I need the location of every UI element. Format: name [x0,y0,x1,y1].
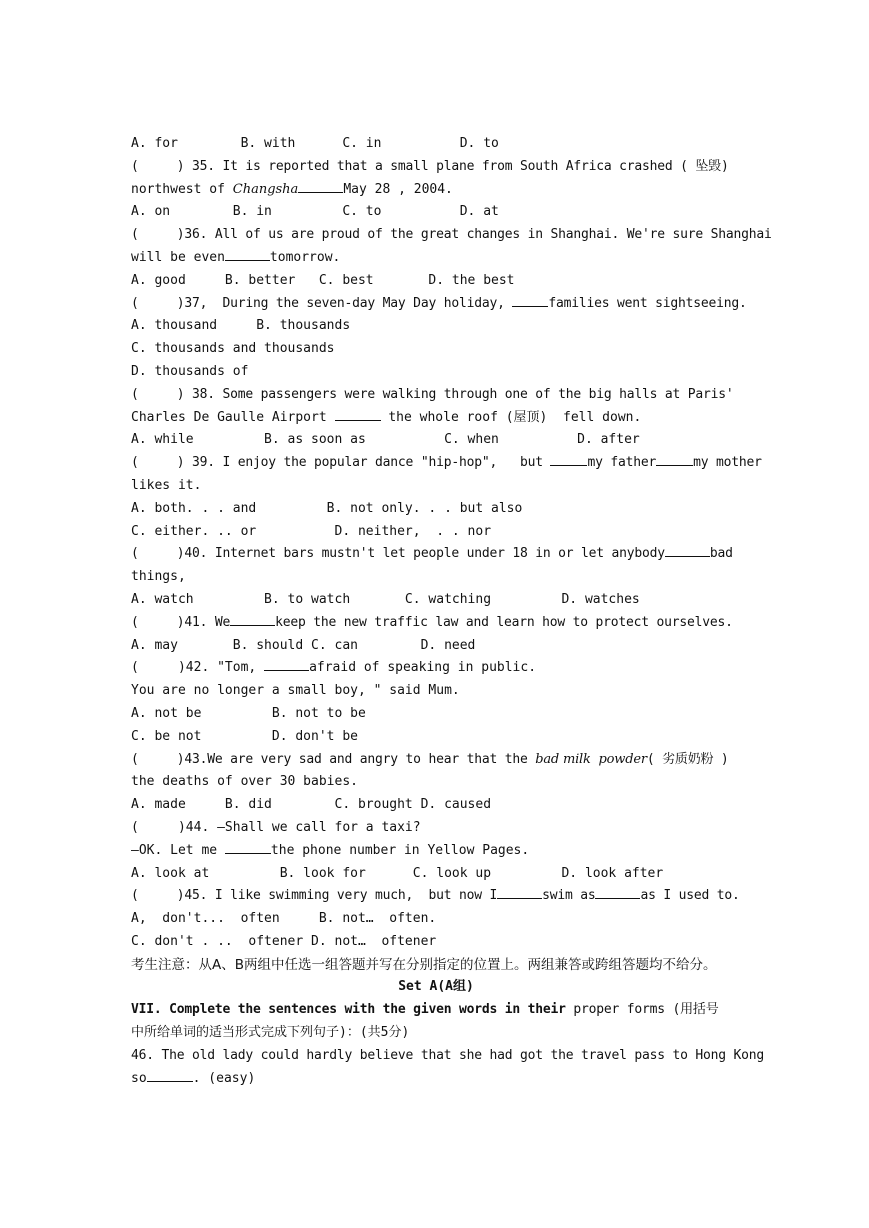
answer-blank[interactable] [298,179,343,193]
q45-option-ab: A, don't... often B. not… often. [131,911,437,927]
answer-blank[interactable] [225,247,270,261]
candidate-notice: 考生注意：从A、B两组中任选一组答题并写在分别指定的位置上。两组兼答或跨组答题均不给分。 [131,956,717,973]
answer-blank[interactable] [147,1068,193,1082]
q38-stem-cont: Charles De Gaulle Airport the whole roof (屋顶) fell down. [131,407,741,430]
answer-blank[interactable] [595,885,640,899]
q41-stem: ( )41. We keep the new traffic law and learn how to protect ourselves. [131,612,741,635]
q43-options: A. made B. did C. brought D. caused [131,797,492,813]
q40-stem-cont: things, [131,569,186,585]
q38-options: A. while B. as soon as C. when D. after [131,432,640,448]
q40-stem: ( )40. Internet bars mustn't let people under 18 in or let anybody bad [131,543,741,566]
answer-blank[interactable] [497,885,542,899]
set-title: Set A(A组) [398,979,474,995]
exam-page [131,133,772,1090]
answer-blank[interactable] [225,840,271,854]
q43-stem: ( )43.We are very sad and angry to hear that the bad milk powder( 劣质奶粉 ) [131,751,729,767]
q35-stem: ( ) 35. It is reported that a small plane from South Africa crashed ( 坠毁) [131,158,729,174]
answer-blank[interactable] [665,543,710,557]
answer-blank[interactable] [550,452,587,466]
q37-option-c: C. thousands and thousands [131,341,335,357]
q46-stem: 46. The old lady could hardly believe that she had got the travel pass to Hong Kong [131,1047,765,1063]
product-name: bad milk powder [535,751,647,767]
q42-stem: ( )42. "Tom, afraid of speaking in public. [131,657,741,680]
q35-stem-cont: northwest of Changsha May 28 , 2004. [131,179,741,202]
q38-stem: ( ) 38. Some passengers were walking through one of the big halls at Paris' [131,386,734,402]
answer-blank[interactable] [335,407,381,421]
q39-option-cd: C. either. .. or D. neither, . . nor [131,523,492,539]
answer-blank[interactable] [264,657,309,671]
q37-option-d: D. thousands of [131,363,249,379]
q34-options: A. for B. with C. in D. to [131,136,499,151]
q36-stem-cont: will be even tomorrow. [131,247,741,270]
q35-options: A. on B. in C. to D. at [131,204,499,220]
q44-stem-cont: —OK. Let me the phone number in Yellow Pages. [131,840,741,863]
q36-options: A. good B. better C. best D. the best [131,272,515,288]
q39-option-ab: A. both. . . and B. not only. . . but also [131,500,523,516]
q44-options: A. look at B. look for C. look up D. look after [131,865,664,881]
answer-blank[interactable] [230,612,275,626]
q36-stem: ( )36. All of us are proud of the great changes in Shanghai. We're sure Shanghai [131,227,772,243]
city-name: Changsha [232,181,299,197]
q42-stem-cont: You are no longer a small boy, " said Mum. [131,683,460,699]
q41-options: A. may B. should C. can D. need [131,637,476,653]
q42-option-ab: A. not be B. not to be [131,705,366,721]
q44-stem: ( )44. —Shall we call for a taxi? [131,819,421,835]
q45-option-cd: C. don't . .. oftener D. not… oftener [131,933,437,949]
q39-stem: ( ) 39. I enjoy the popular dance "hip-hop", but my father my mother [131,452,741,475]
answer-blank[interactable] [656,452,693,466]
q37-stem: ( )37, During the seven-day May Day holiday, families went sightseeing. [131,293,741,316]
q42-option-cd: C. be not D. don't be [131,728,358,744]
q46-stem-cont: so . (easy) [131,1068,741,1091]
section-heading-cont: 中所给单词的适当形式完成下列句子)：(共5分) [131,1025,410,1041]
answer-blank[interactable] [512,293,548,307]
q37-option-ab: A. thousand B. thousands [131,318,351,334]
q40-options: A. watch B. to watch C. watching D. watches [131,591,640,607]
section-heading: VII. Complete the sentences with the given words in their proper forms (用括号 [131,1002,719,1018]
q45-stem: ( )45. I like swimming very much, but now I swim as as I used to. [131,885,741,908]
q43-stem-cont: the deaths of over 30 babies. [131,774,358,790]
q39-stem-cont: likes it. [131,477,202,493]
